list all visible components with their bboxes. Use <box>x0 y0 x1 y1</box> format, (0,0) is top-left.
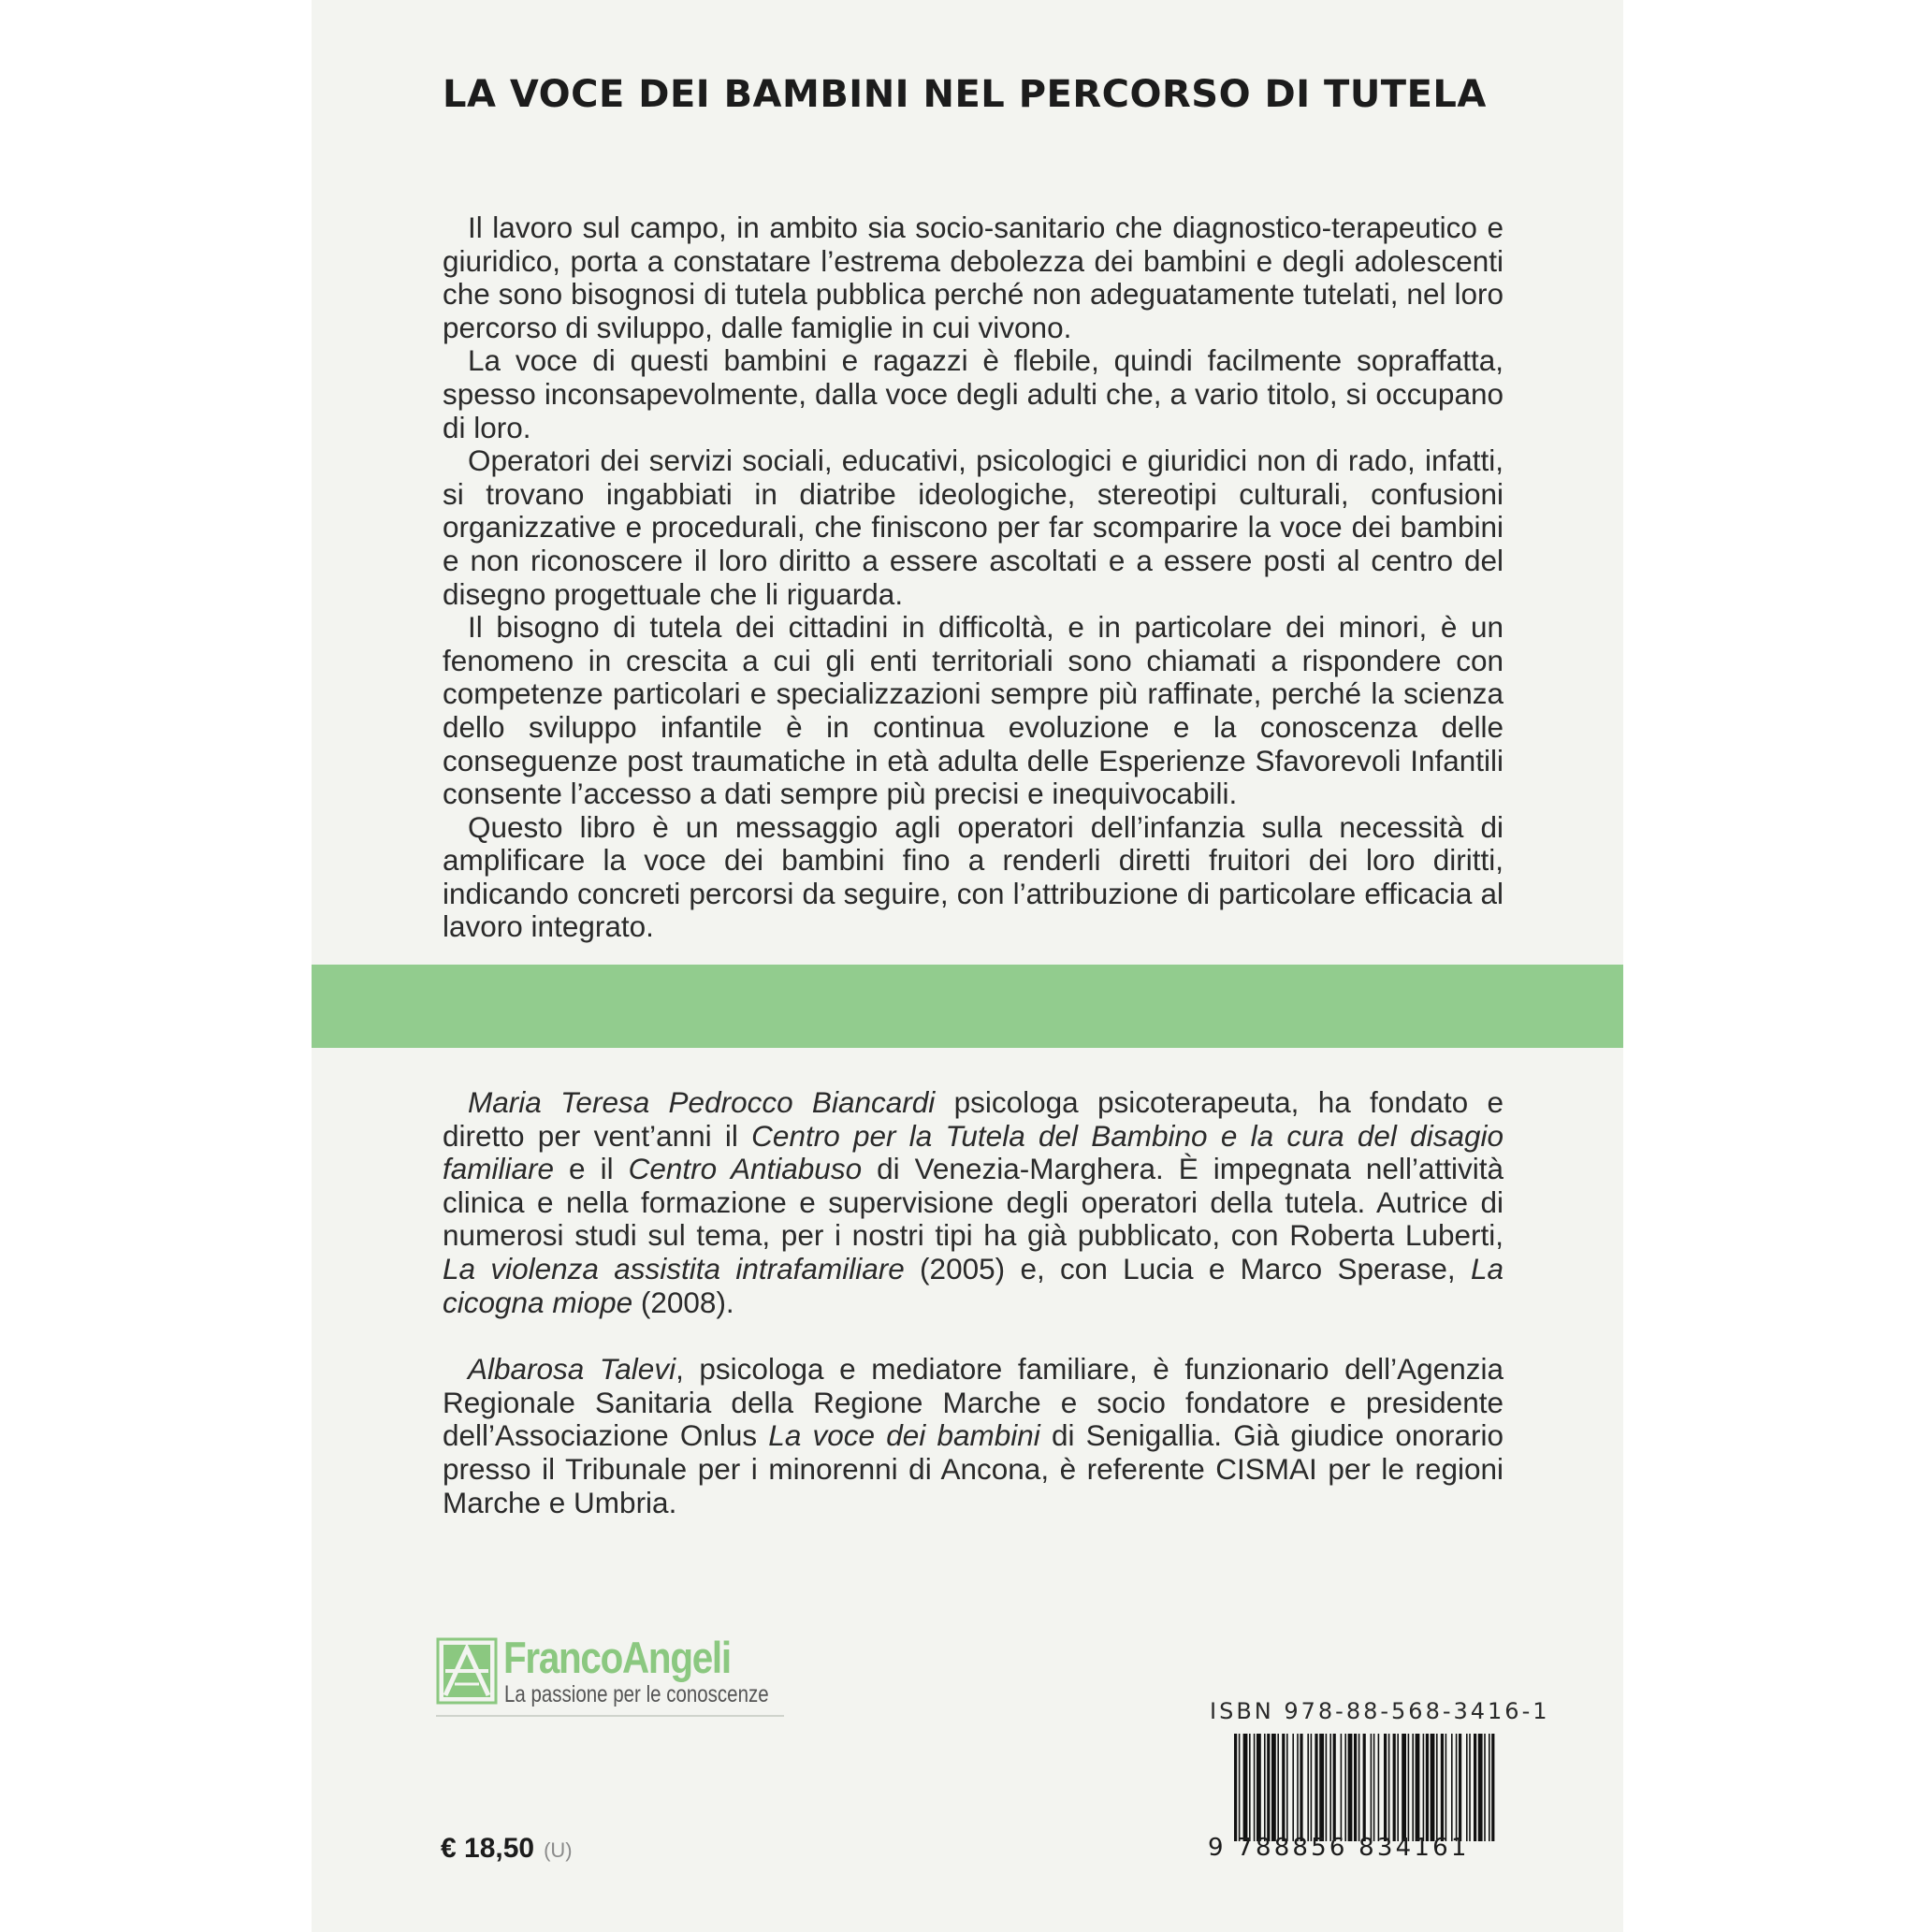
barcode-bar <box>1378 1734 1380 1841</box>
barcode-bar <box>1249 1734 1251 1841</box>
barcode-bar <box>1319 1734 1324 1841</box>
blurb <box>443 211 1503 944</box>
bio-text: (2008). <box>632 1285 734 1319</box>
blurb-paragraph: Il lavoro sul campo, in ambito sia socio-sanitario che diagnostico-terapeutico e giuridico, porta a constatare l’estrema debolezza dei bambini e degli adolescenti che sono bisognosi di tutela pubblica perché non adeguatamente tutelati, nel loro percorso di sviluppo, dalle famiglie in cui vivono. <box>443 211 1503 344</box>
barcode-bar <box>1286 1734 1288 1841</box>
barcode-bar <box>1254 1734 1256 1841</box>
barcode-bar <box>1489 1734 1490 1841</box>
barcode-bar <box>1354 1734 1357 1841</box>
barcode-bar <box>1373 1734 1375 1841</box>
barcode-bar <box>1388 1734 1390 1841</box>
blurb-paragraph: Questo libro è un messaggio agli operatori dell’infanzia sulla necessità di amplificare la voce dei bambini fino a renderli diretti fruitori dei loro diritti, indicando concreti percorsi da seguire, con l’attribuzione di particolare efficacia al lavoro integrato. <box>443 809 1503 944</box>
barcode-bar <box>1234 1734 1237 1841</box>
publisher-logo <box>436 1633 792 1719</box>
barcode-bar <box>1402 1734 1406 1841</box>
barcode-bar <box>1484 1734 1486 1841</box>
barcode-bar <box>1311 1734 1313 1841</box>
barcode-bar <box>1431 1734 1435 1841</box>
blurb-paragraph: La voce di questi bambini e ragazzi è flebile, quindi facilmente sopraffatta, spesso inconsapevolmente, dalla voce degli adulti che, a vario titolo, si occupano di loro. <box>443 343 1503 444</box>
price <box>441 1833 573 1865</box>
barcode-bar <box>1408 1734 1410 1841</box>
barcode-bar <box>1297 1734 1299 1841</box>
barcode-bar <box>1456 1734 1458 1841</box>
francoangeli-logo-icon <box>436 1637 498 1705</box>
barcode-bar <box>1307 1734 1309 1841</box>
barcode-bar <box>1466 1734 1468 1841</box>
barcode-bar <box>1341 1734 1343 1841</box>
bio-text: psicologa psicoterapeuta, ha fondato e diretto per vent’anni il <box>443 1085 1503 1153</box>
barcode-bar <box>1451 1734 1453 1841</box>
author-name: Albarosa Talevi <box>468 1352 676 1387</box>
isbn-label: ISBN 978-88-568-3416-1 <box>1210 1698 1550 1724</box>
barcode <box>1230 1734 1502 1841</box>
book-name: La cicogna miope <box>443 1251 1503 1319</box>
barcode-bar <box>1282 1734 1285 1841</box>
barcode-bar <box>1445 1734 1447 1841</box>
barcode-bar <box>1412 1734 1414 1841</box>
book-name: La violenza assistita intrafamiliare <box>443 1251 905 1286</box>
barcode-bar <box>1491 1734 1494 1841</box>
book-back-cover <box>312 0 1623 1932</box>
price-amount: € 18,50 <box>441 1833 535 1864</box>
barcode-bar <box>1348 1734 1353 1841</box>
barcode-bar <box>1267 1734 1270 1841</box>
barcode-bar <box>1358 1734 1360 1841</box>
barcode-bar <box>1264 1734 1266 1841</box>
blurb-paragraph: Il bisogno di tutela dei cittadini in difficoltà, e in particolare dei minori, è un fenomeno in crescita a cui gli enti territoriali sono chiamati a rispondere con competenze particolari e specializzazioni sempre più raffinate, perché la scienza dello sviluppo infantile è in continua evoluzione e la conoscenza delle conseguenze post traumatiche in età adulta delle Esperienze Sfavorevoli Infantili consente l’accesso a dati sempre più precisi e inequivocabili. <box>443 610 1503 811</box>
barcode-bar <box>1257 1734 1261 1841</box>
barcode-bar <box>1478 1734 1483 1841</box>
centre-name: Centro Antiabuso <box>628 1152 863 1186</box>
barcode-bar <box>1292 1734 1294 1841</box>
author-bio-talevi <box>443 1353 1503 1519</box>
barcode-bar <box>1441 1734 1444 1841</box>
publisher-tagline: La passione per le conoscenze <box>504 1681 769 1707</box>
barcode-bar <box>1416 1734 1420 1841</box>
book-title: LA VOCE DEI BAMBINI NEL PERCORSO DI TUTELA <box>443 73 1487 116</box>
bio-text: di Venezia-Marghera. È impegnata nell’attività clinica e nella formazione e supervisione degli operatori della tutela. Autrice di numerosi studi sul tema, per i nostri tipi ha già pubblicato, con Roberta Luberti, <box>443 1152 1503 1253</box>
barcode-digits: 9 788856 834161 <box>1208 1834 1470 1862</box>
barcode-bar <box>1371 1734 1373 1841</box>
author-bios <box>443 1086 1503 1519</box>
barcode-bar <box>1329 1734 1331 1841</box>
author-bio-pedrocco <box>443 1086 1503 1319</box>
barcode-bar <box>1344 1734 1346 1841</box>
author-name: Maria Teresa Pedrocco Biancardi <box>468 1085 936 1119</box>
barcode-bar <box>1393 1734 1396 1841</box>
green-band <box>312 965 1623 1048</box>
barcode-bar <box>1239 1734 1241 1841</box>
bio-text: e il <box>554 1152 629 1186</box>
barcode-bar <box>1436 1734 1438 1841</box>
barcode-bar <box>1326 1734 1328 1841</box>
centre-name: Centro per la Tutela del Bambino e la cura del disagio familiare <box>443 1118 1503 1186</box>
barcode-bar <box>1300 1734 1302 1841</box>
barcode-bar <box>1397 1734 1399 1841</box>
barcode-bar <box>1474 1734 1476 1841</box>
association-name: La voce dei bambini <box>768 1418 1040 1453</box>
bio-text: , psicologa e mediatore familiare, è funzionario dell’Agenzia Regionale Sanitaria della Regione Marche e socio fondatore e presidente dell’Associazione Onlus <box>443 1352 1503 1453</box>
blurb-paragraph: Operatori dei servizi sociali, educativi, psicologici e giuridici non di rado, infatti, si trovano ingabbiati in diatribe ideologiche, stereotipi culturali, confusioni organizzative e procedurali, che finiscono per far scomparire la voce dei bambini e non riconoscere il loro diritto a essere ascoltati e a essere posti al centro del disegno progettuale che li riguarda. <box>443 443 1503 611</box>
barcode-bar <box>1271 1734 1276 1841</box>
barcode-bar <box>1277 1734 1279 1841</box>
barcode-bar <box>1363 1734 1366 1841</box>
barcode-bar <box>1426 1734 1429 1841</box>
barcode-bar <box>1315 1734 1317 1841</box>
barcode-bar <box>1243 1734 1248 1841</box>
barcode-bar <box>1384 1734 1387 1841</box>
price-tag: (U) <box>544 1838 573 1862</box>
barcode-bar <box>1459 1734 1461 1841</box>
barcode-bar <box>1333 1734 1336 1841</box>
barcode-bar <box>1469 1734 1471 1841</box>
bio-text: (2005) e, con Lucia e Marco Sperase, <box>904 1251 1471 1286</box>
logo-underline <box>436 1715 784 1717</box>
barcode-bar <box>1423 1734 1425 1841</box>
publisher-name: FrancoAngeli <box>503 1633 731 1682</box>
bio-text: di Senigallia. Già giudice onorario presso il Tribunale per i minorenni di Ancona, è referente CISMAI per le regioni Marche e Umbria. <box>443 1418 1503 1519</box>
